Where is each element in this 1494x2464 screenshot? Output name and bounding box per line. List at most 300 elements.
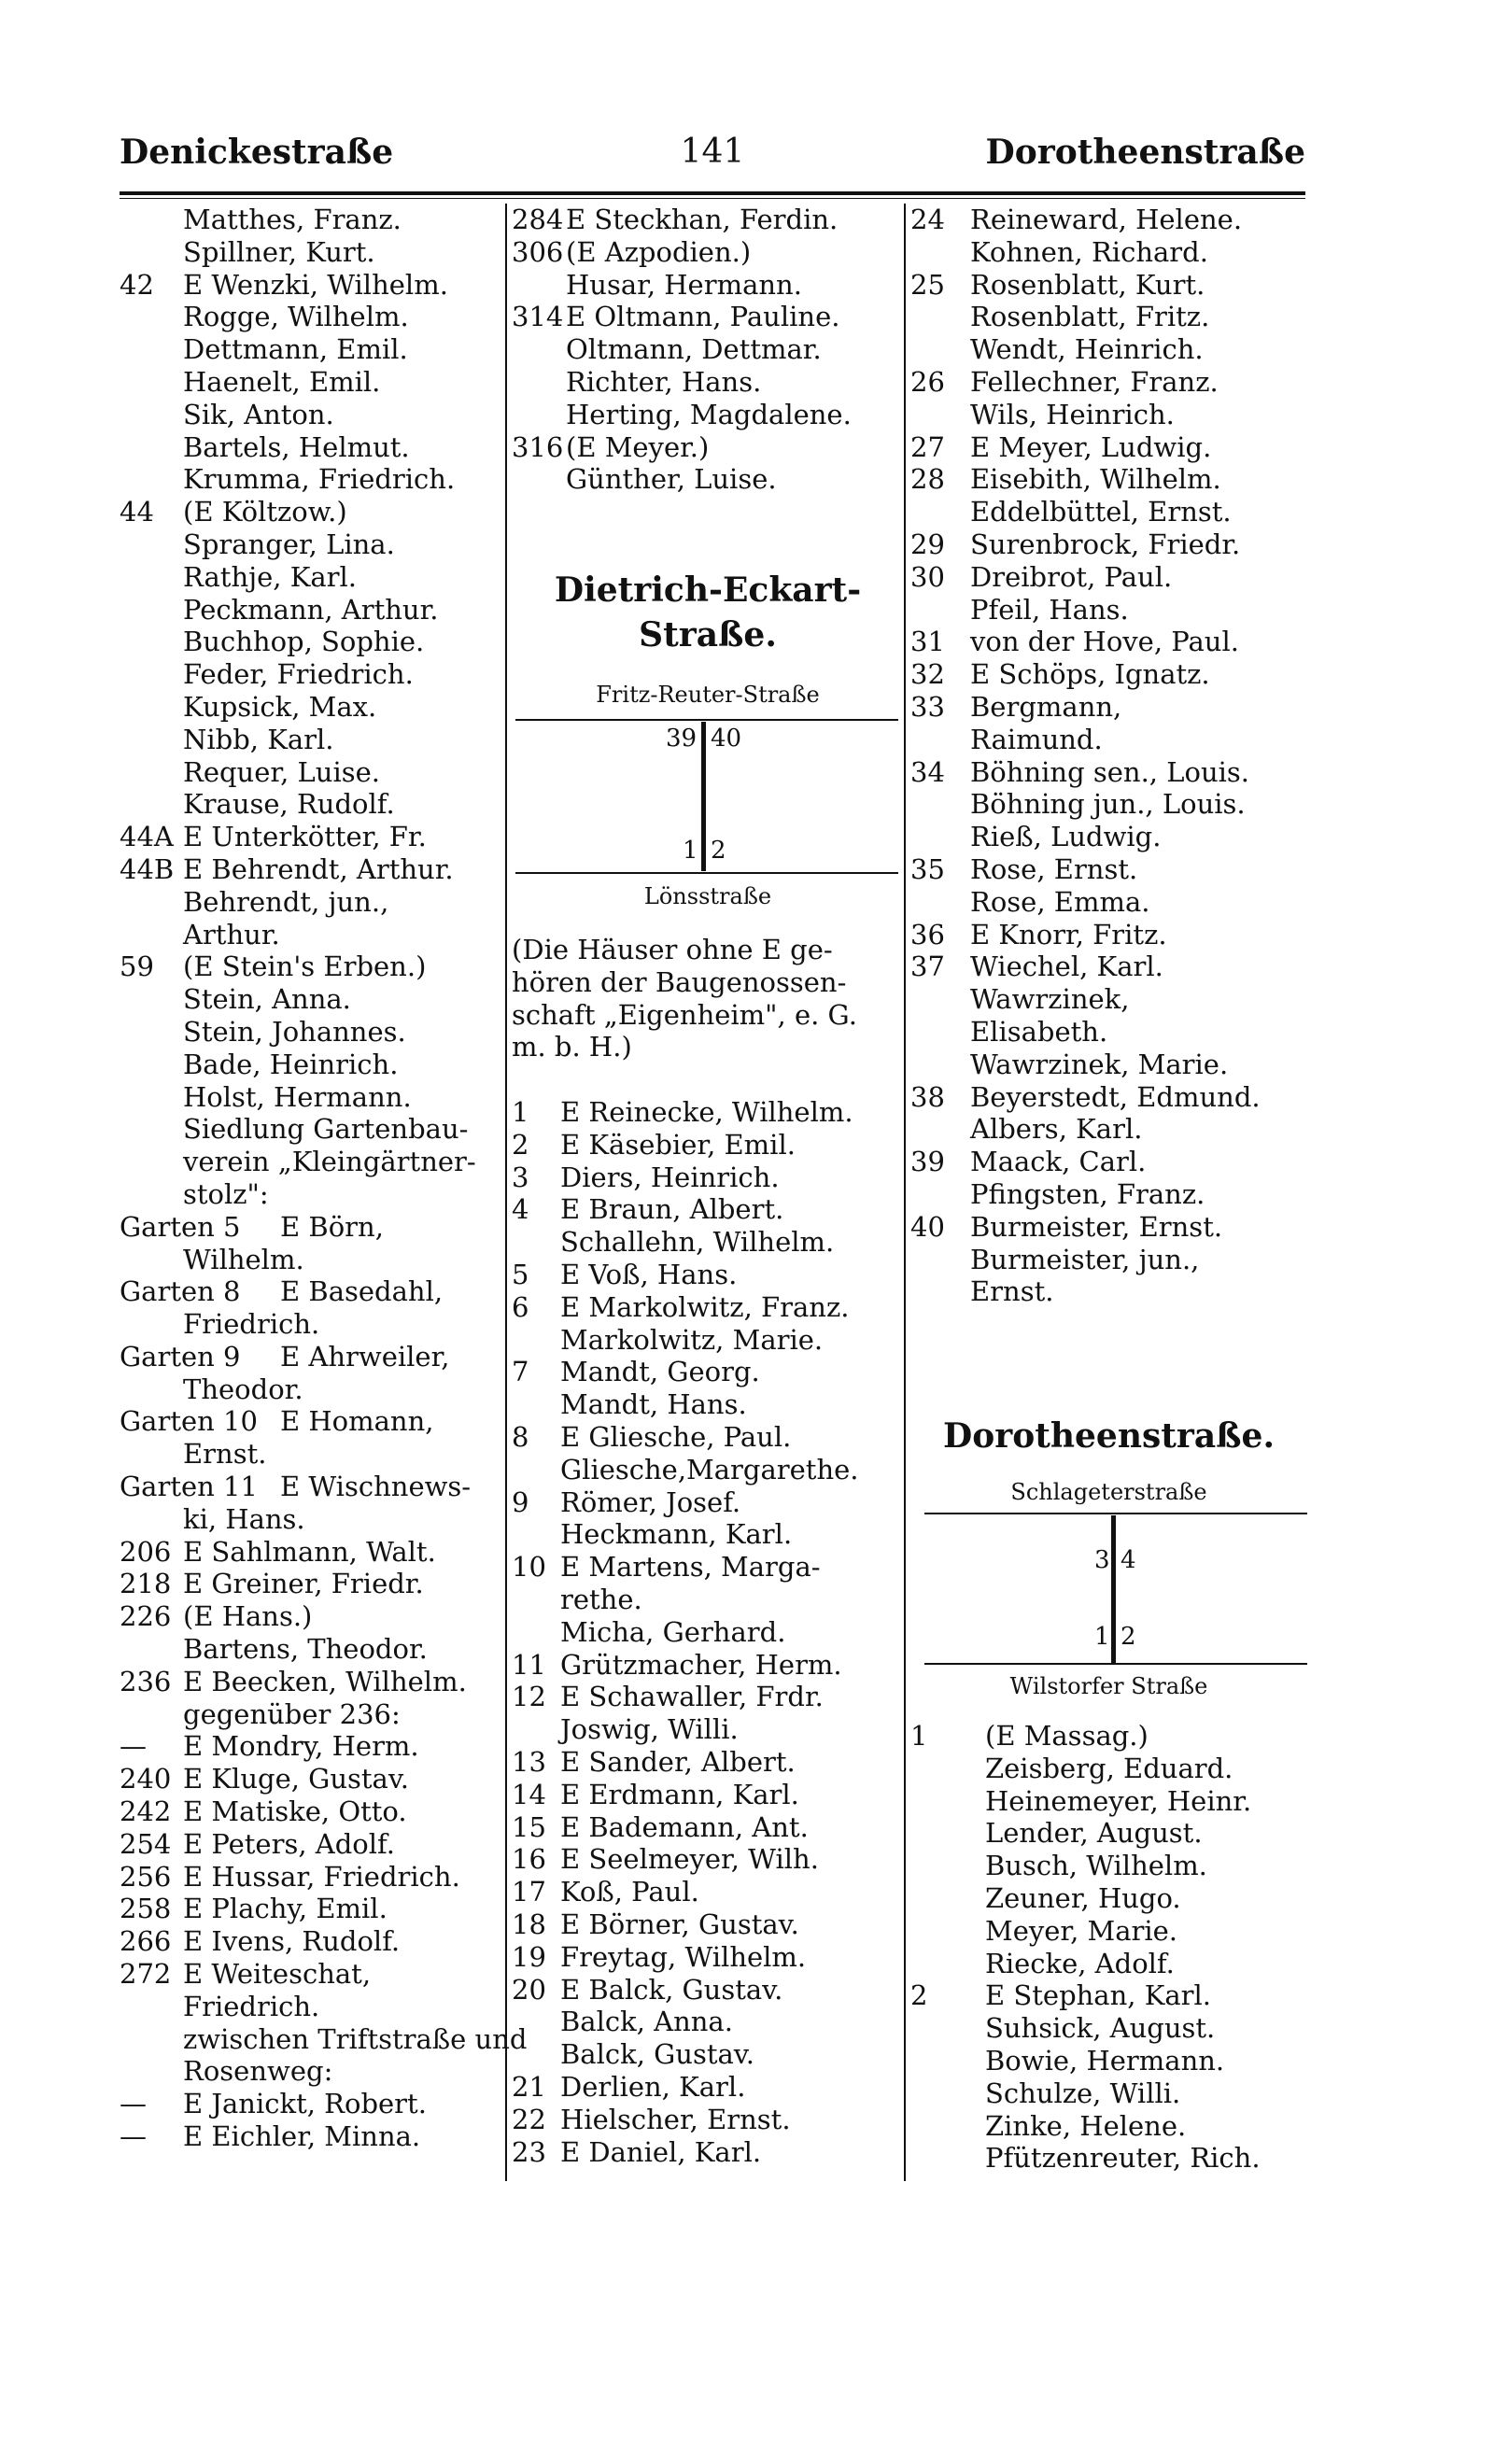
entry-line (512, 1681, 904, 1713)
resident-name: E Seelmeyer, Wilh. (560, 1843, 819, 1876)
resident-name: Bade, Heinrich. (183, 1048, 399, 1080)
house-number: 1 (910, 1720, 928, 1752)
resident-name: (E Azpodien.) (566, 235, 752, 268)
resident-name: E Wischnews- (280, 1471, 472, 1503)
resident-name: Burmeister, jun., (970, 1243, 1200, 1275)
house-number: 20 (512, 1973, 546, 2006)
entry-line (910, 1850, 1307, 1882)
resident-name: Balck, Gustav. (560, 2038, 754, 2071)
house-number: 27 (910, 430, 945, 463)
entry-line (910, 1948, 1307, 1980)
house-number: 314 (512, 301, 564, 333)
resident-name: Bergmann, (970, 690, 1122, 723)
entry-line (910, 2077, 1307, 2110)
house-number: 13 (512, 1745, 546, 1778)
entry-line (910, 1016, 1307, 1049)
entry-line (120, 528, 512, 561)
resident-name: E Börn, (280, 1210, 384, 1243)
resident-name: Buchhop, Sophie. (183, 626, 425, 658)
resident-name: Spillner, Kurt. (183, 235, 375, 268)
resident-name: E Unterkötter, Fr. (183, 821, 427, 853)
resident-name: Reineward, Helene. (970, 204, 1243, 235)
resident-name: Wiechel, Karl. (970, 950, 1163, 983)
entry-line (910, 431, 1307, 464)
entry-line (910, 2012, 1307, 2045)
entry-line (512, 2136, 904, 2169)
house-number: — (120, 2088, 147, 2120)
street-heading-dietrich-eckart (512, 568, 904, 657)
entry-line (120, 236, 512, 269)
house-numbers-left-bottom: 1 (1094, 1623, 1110, 1651)
resident-name: Husar, Hermann. (566, 268, 802, 301)
entry-line (120, 788, 512, 821)
house-number: 39 (910, 1146, 945, 1178)
entry-line (120, 1016, 512, 1049)
resident-name: Zinke, Helene. (985, 2109, 1187, 2142)
entry-line (512, 1908, 904, 1941)
column-separator (904, 204, 906, 2181)
entry-line (120, 1503, 512, 1536)
resident-name: E Greiner, Friedr. (183, 1568, 424, 1600)
house-numbers-right-top: 4 (1120, 1546, 1136, 1574)
resident-name: (E Költzow.) (183, 496, 347, 528)
resident-name: Surenbrock, Friedr. (970, 528, 1241, 560)
entry-line (120, 1536, 512, 1569)
resident-name: Elisabeth. (970, 1015, 1108, 1048)
resident-name: Haenelt, Emil. (183, 365, 381, 398)
entry-line (512, 269, 904, 302)
entry-line (512, 2071, 904, 2104)
resident-name: Ernst. (970, 1275, 1054, 1308)
entry-line (910, 333, 1307, 366)
resident-name: Rieß, Ludwig. (970, 821, 1162, 853)
resident-name: E Schawaller, Frdr. (560, 1681, 824, 1713)
resident-name: Kohnen, Richard. (970, 235, 1208, 268)
entry-line (120, 2088, 512, 2120)
entry-line (512, 2104, 904, 2136)
house-number: 44B (120, 852, 175, 885)
entry-line (120, 1275, 512, 1308)
resident-name: Heinemeyer, Heinr. (985, 1784, 1252, 1817)
house-number: 284 (512, 204, 564, 235)
entry-line (120, 1178, 512, 1211)
entry-line (910, 788, 1307, 821)
resident-name: Arthur. (183, 918, 280, 950)
house-number: 218 (120, 1568, 172, 1600)
house-number: 306 (512, 235, 564, 268)
resident-name: Beyerstedt, Edmund. (970, 1080, 1261, 1113)
resident-name: E Wenzki, Wilhelm. (183, 268, 448, 301)
entry-line (120, 1763, 512, 1795)
house-number: 24 (910, 204, 945, 235)
entry-line (512, 1096, 904, 1129)
resident-name: Friedrich. (183, 1990, 320, 2022)
entry-line (910, 1275, 1307, 1308)
entry-line (120, 691, 512, 724)
house-number: 242 (120, 1795, 172, 1828)
resident-name: Suhsick, August. (985, 2012, 1216, 2045)
resident-name: Bartels, Helmut. (183, 430, 410, 463)
entry-line (910, 236, 1307, 269)
entry-line (910, 1882, 1307, 1915)
entry-line (910, 821, 1307, 853)
resident-name: E Käsebier, Emil. (560, 1128, 796, 1161)
house-number: 316 (512, 430, 564, 463)
entry-line (512, 1388, 904, 1421)
entry-line (910, 1915, 1307, 1948)
entry-line (910, 853, 1307, 886)
resident-name: Requer, Luise. (183, 755, 380, 788)
entry-line (910, 399, 1307, 431)
resident-name: Schallehn, Wilhelm. (560, 1226, 835, 1259)
resident-name: Rosenblatt, Kurt. (970, 268, 1205, 301)
house-number: 31 (910, 626, 945, 658)
entry-line (120, 1893, 512, 1925)
entry-line (120, 983, 512, 1016)
entry-line (120, 301, 512, 333)
entry-line (512, 1876, 904, 1908)
resident-name: Micha, Gerhard. (560, 1615, 786, 1648)
resident-name: Rosenweg: (183, 2055, 333, 2088)
street-diagram-top-line (515, 719, 898, 721)
resident-name: E Basedahl, (280, 1275, 444, 1308)
resident-name: Rosenblatt, Fritz. (970, 301, 1210, 333)
resident-name: E Homann, (280, 1405, 434, 1438)
entry-line (120, 821, 512, 853)
resident-name: zwischen Triftstraße und (183, 2022, 528, 2055)
column-3-bottom (910, 1720, 1307, 2175)
house-numbers-left-bottom: 1 (683, 837, 698, 865)
resident-name: Lender, August. (985, 1817, 1203, 1850)
entry-line (910, 1979, 1307, 2012)
cross-street-bottom: Wilstorfer Straße (1009, 1673, 1208, 1699)
entry-line (120, 463, 512, 496)
house-number: 35 (910, 852, 945, 885)
house-number: 206 (120, 1535, 172, 1568)
house-number: 26 (910, 365, 945, 398)
resident-name: E Hussar, Friedrich. (183, 1860, 460, 1893)
house-number: 59 (120, 950, 154, 983)
house-number: 44 (120, 496, 154, 528)
resident-name: Wilhelm. (183, 1243, 304, 1275)
house-number: 236 (120, 1665, 172, 1697)
entry-line (512, 333, 904, 366)
resident-name: Pfeil, Hans. (970, 593, 1129, 626)
note-line: hören der Baugenossen- (512, 965, 847, 998)
resident-name: Dreibrot, Paul. (970, 560, 1173, 593)
entry-line (512, 399, 904, 431)
column-1 (120, 204, 528, 2153)
column-2-top (512, 204, 904, 496)
entry-line (512, 2038, 904, 2071)
resident-name: E Bademann, Ant. (560, 1810, 809, 1843)
resident-name: rethe. (560, 1583, 642, 1615)
entry-line (120, 1698, 512, 1731)
house-number: 42 (120, 268, 154, 301)
entry-line (910, 2045, 1307, 2077)
resident-name: E Erdmann, Karl. (560, 1778, 799, 1810)
entry-line (120, 1568, 512, 1600)
entry-line (910, 561, 1307, 594)
entry-line (512, 1162, 904, 1194)
house-number: 32 (910, 658, 945, 691)
entry-line (910, 1753, 1307, 1785)
resident-name: stolz": (183, 1177, 269, 1210)
entry-line (910, 919, 1307, 951)
house-number: 4 (512, 1193, 529, 1226)
house-number: 30 (910, 560, 945, 593)
house-number: 38 (910, 1080, 945, 1113)
entry-line (120, 1341, 512, 1373)
house-number: 11 (512, 1648, 546, 1681)
house-number: 19 (512, 1940, 546, 1973)
entry-line (120, 756, 512, 789)
resident-name: Albers, Karl. (970, 1113, 1143, 1146)
header-rule-thick (120, 191, 1305, 195)
resident-name: E Knorr, Fritz. (970, 918, 1167, 950)
resident-name: Ernst. (183, 1438, 267, 1471)
resident-name: Rogge, Wilhelm. (183, 301, 409, 333)
resident-name: Rose, Emma. (970, 885, 1150, 918)
street-heading-dorotheenstrasse: Dorotheenstraße. (943, 1416, 1275, 1456)
resident-name: E Janickt, Robert. (183, 2088, 427, 2120)
cross-street-top: Fritz-Reuter-Straße (596, 682, 820, 708)
resident-name: Pfingsten, Franz. (970, 1177, 1205, 1210)
entry-line (512, 1259, 904, 1291)
street-diagram-bottom-line (515, 872, 898, 874)
resident-name: E Weiteschat, (183, 1958, 372, 1991)
entry-line (120, 1471, 512, 1503)
street-diagram-axis (701, 722, 706, 871)
house-number: Garten 8 (120, 1275, 241, 1308)
house-number: 34 (910, 755, 945, 788)
entry-line (512, 1941, 904, 1974)
resident-name: E Markolwitz, Franz. (560, 1290, 850, 1323)
entry-line (120, 2120, 512, 2153)
entry-line (512, 1421, 904, 1454)
resident-name: Derlien, Karl. (560, 2070, 746, 2103)
resident-name: Joswig, Willi. (560, 1713, 739, 1746)
header-right-street: Dorotheenstraße (985, 133, 1305, 172)
resident-name: Behrendt, jun., (183, 885, 389, 918)
cross-street-top: Schlageterstraße (1010, 1479, 1207, 1505)
house-number: 3 (512, 1161, 529, 1193)
house-number: 2 (512, 1128, 529, 1161)
resident-name: Oltmann, Dettmar. (566, 333, 822, 366)
entry-line (512, 1291, 904, 1324)
note-line: m. b. H.) (512, 1031, 632, 1063)
entry-line (910, 1785, 1307, 1818)
resident-name: E Reinecke, Wilhelm. (560, 1096, 853, 1128)
house-number: 7 (512, 1356, 529, 1388)
resident-name: von der Hove, Paul. (970, 626, 1239, 658)
entry-line (120, 919, 512, 951)
entry-line (120, 1211, 512, 1244)
entry-line (512, 2006, 904, 2038)
entry-line (910, 366, 1307, 399)
house-number: — (120, 2120, 147, 2153)
house-number: 18 (512, 1908, 546, 1940)
entry-line (120, 1925, 512, 1958)
resident-name: Mandt, Georg. (560, 1356, 760, 1388)
resident-name: E Schöps, Ignatz. (970, 658, 1210, 691)
resident-name: Dettmann, Emil. (183, 333, 408, 366)
entry-line (512, 1843, 904, 1876)
entry-line (910, 269, 1307, 302)
house-numbers-right-top: 40 (711, 725, 742, 753)
entry-line (512, 1779, 904, 1811)
resident-name: Markolwitz, Marie. (560, 1323, 824, 1356)
entry-line (120, 1633, 512, 1666)
resident-name: Feder, Friedrich. (183, 658, 414, 691)
entry-line (910, 594, 1307, 627)
resident-name: Krause, Rudolf. (183, 788, 395, 821)
resident-name: E Gliesche, Paul. (560, 1420, 792, 1453)
entry-line (910, 950, 1307, 983)
resident-name: Rathje, Karl. (183, 560, 358, 593)
entry-line (512, 1129, 904, 1162)
entry-line (512, 236, 904, 269)
resident-name: Zeuner, Hugo. (985, 1881, 1181, 1914)
resident-name: Krumma, Friedrich. (183, 463, 456, 496)
entry-line (910, 1081, 1307, 1114)
house-number: 17 (512, 1876, 546, 1908)
entry-line (120, 561, 512, 594)
entry-line (910, 1113, 1307, 1146)
entry-line (512, 366, 904, 399)
house-number: 25 (910, 268, 945, 301)
entry-line (120, 724, 512, 756)
house-number: 16 (512, 1843, 546, 1876)
house-number: 15 (512, 1810, 546, 1843)
resident-name: E Behrendt, Arthur. (183, 852, 454, 885)
entry-line (910, 1211, 1307, 1244)
entry-line (910, 2110, 1307, 2143)
resident-name: E Kluge, Gustav. (183, 1763, 409, 1795)
entry-line (910, 1720, 1307, 1753)
cooperative-note (512, 934, 904, 1063)
resident-name: E Eichler, Minna. (183, 2120, 421, 2153)
entry-line (910, 658, 1307, 691)
entry-line (120, 1146, 512, 1178)
entry-line (120, 1861, 512, 1894)
resident-name: Schulze, Willi. (985, 2077, 1181, 2109)
entry-line (910, 528, 1307, 561)
entry-line (120, 2055, 512, 2088)
header-rule-thin (120, 198, 1305, 199)
entry-line (120, 1828, 512, 1861)
entry-line (120, 1730, 512, 1763)
resident-name: E Balck, Gustav. (560, 1973, 783, 2006)
house-numbers-right-bottom: 2 (1120, 1623, 1136, 1651)
house-number: Garten 11 (120, 1471, 258, 1503)
house-number: — (120, 1730, 147, 1763)
resident-name: Böhning jun., Louis. (970, 788, 1246, 821)
entry-line (512, 1713, 904, 1746)
entry-line (910, 1817, 1307, 1850)
entry-line (120, 1308, 512, 1341)
house-number: 240 (120, 1763, 172, 1795)
resident-name: Wendt, Heinrich. (970, 333, 1204, 366)
entry-line (512, 463, 904, 496)
entry-line (512, 1454, 904, 1486)
resident-name: Zeisberg, Eduard. (985, 1752, 1233, 1784)
resident-name: ki, Hans. (183, 1502, 305, 1535)
entry-line (512, 1486, 904, 1519)
entry-line (120, 1600, 512, 1633)
resident-name: E Matiske, Otto. (183, 1795, 407, 1828)
resident-name: gegenüber 236: (183, 1697, 401, 1730)
entry-line (910, 463, 1307, 496)
entry-line (512, 1193, 904, 1226)
entry-line (910, 756, 1307, 789)
house-number: 2 (910, 1979, 928, 2012)
resident-name: Maack, Carl. (970, 1146, 1147, 1178)
entry-line (120, 1049, 512, 1081)
resident-name: Raimund. (970, 723, 1103, 755)
resident-name: Theodor. (183, 1373, 303, 1405)
house-number: 6 (512, 1290, 529, 1323)
house-number: 36 (910, 918, 945, 950)
page-header (120, 133, 1305, 181)
resident-name: Nibb, Karl. (183, 723, 334, 755)
resident-name: E Meyer, Ludwig. (970, 430, 1212, 463)
house-number: 33 (910, 690, 945, 723)
house-number: 272 (120, 1958, 172, 1991)
resident-name: Bowie, Hermann. (985, 2044, 1225, 2077)
house-number: 10 (512, 1551, 546, 1584)
entry-line (120, 1666, 512, 1698)
resident-name: E Peters, Adolf. (183, 1827, 395, 1860)
house-number: 1 (512, 1096, 529, 1128)
entry-line (120, 1795, 512, 1828)
resident-name: E Oltmann, Pauline. (566, 301, 840, 333)
entry-line (120, 269, 512, 302)
column-3-top (910, 204, 1307, 1308)
resident-name: Wawrzinek, (970, 983, 1130, 1016)
resident-name: Eisebith, Wilhelm. (970, 463, 1221, 496)
resident-name: E Ahrweiler, (280, 1340, 450, 1373)
house-number: 256 (120, 1860, 172, 1893)
house-numbers-left-top: 3 (1094, 1546, 1110, 1574)
entry-line (910, 301, 1307, 333)
entry-line (120, 1958, 512, 1991)
house-number: 22 (512, 2103, 546, 2135)
entry-line (120, 366, 512, 399)
resident-name: Spranger, Lina. (183, 528, 395, 560)
house-number: Garten 5 (120, 1210, 241, 1243)
entry-line (910, 204, 1307, 236)
house-number: 37 (910, 950, 945, 983)
page-number: 141 (680, 133, 745, 171)
resident-name: Pfützenreuter, Rich. (985, 2142, 1261, 2175)
entry-line (512, 1746, 904, 1779)
resident-name: Sik, Anton. (183, 398, 334, 430)
entry-line (512, 1356, 904, 1388)
entry-line (120, 431, 512, 464)
house-number: 226 (120, 1600, 172, 1633)
resident-name: Freytag, Wilhelm. (560, 1940, 807, 1973)
house-number: 40 (910, 1210, 945, 1243)
resident-name: Siedlung Gartenbau- (183, 1113, 469, 1146)
entry-line (120, 1081, 512, 1114)
entry-line (120, 1991, 512, 2023)
resident-name: Diers, Heinrich. (560, 1161, 780, 1193)
resident-name: Matthes, Franz. (183, 204, 402, 235)
house-number: 5 (512, 1258, 529, 1290)
resident-name: Holst, Hermann. (183, 1080, 412, 1113)
resident-name: Kupsick, Max. (183, 690, 377, 723)
